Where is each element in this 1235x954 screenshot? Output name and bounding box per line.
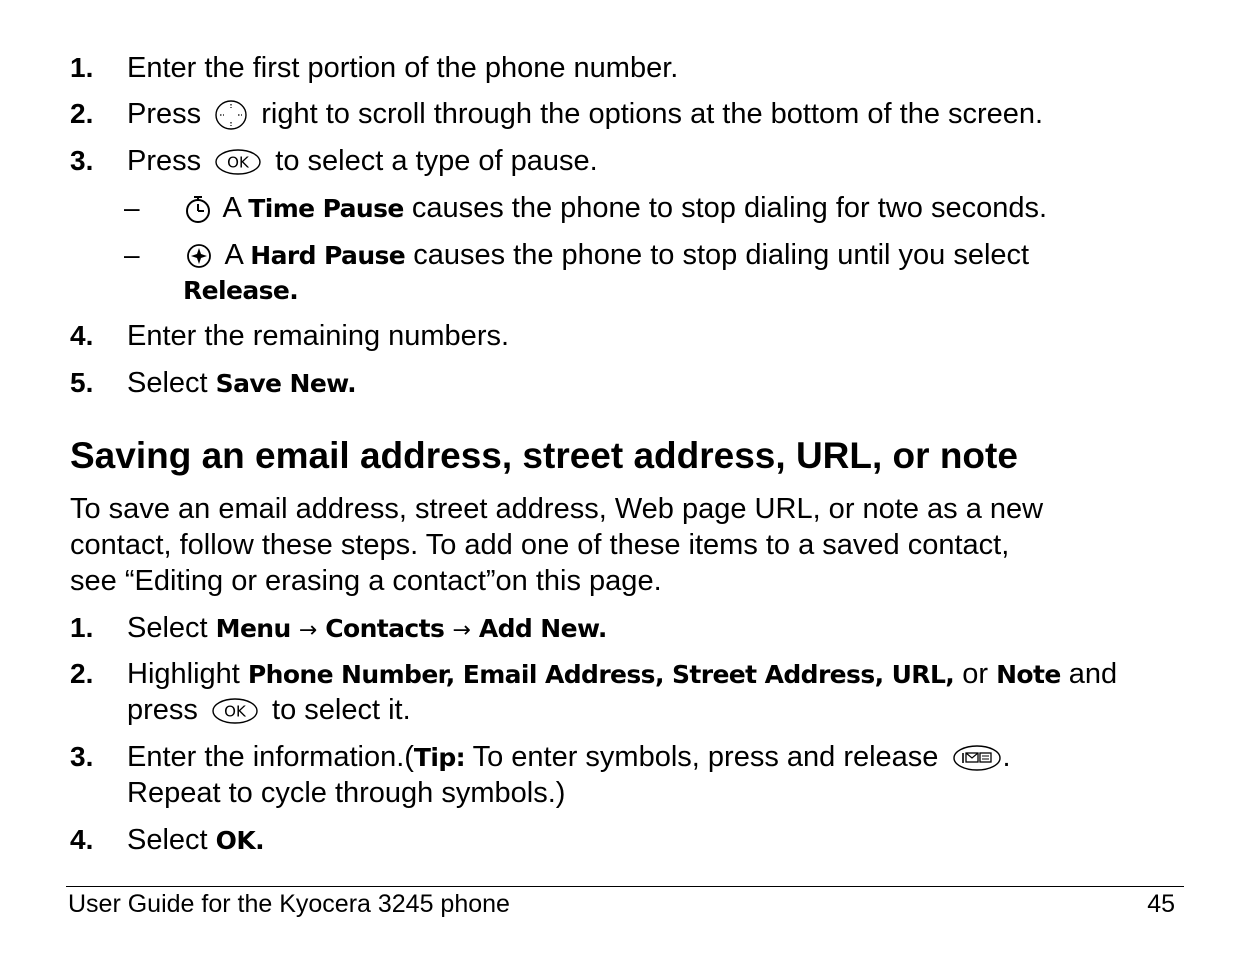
- step-text-pre: Enter the information.(: [127, 741, 414, 773]
- step-number: 1.: [70, 612, 94, 643]
- step-text-post: to select it.: [272, 694, 411, 726]
- step-number: 2.: [70, 98, 94, 129]
- step-text-post: right to scroll through the options at the bottom of the screen.: [261, 98, 1044, 130]
- arrow-icon: →: [452, 618, 471, 643]
- step-text-post: To enter symbols, press and release: [472, 741, 939, 773]
- option-article: A: [224, 239, 243, 271]
- option-ui-term: Time Pause: [248, 194, 404, 223]
- step-ui-term: Phone Number, Email Address, Street Address, URL,: [247, 660, 955, 689]
- step-text-pre: Press: [127, 145, 202, 177]
- footer-divider: [66, 886, 1184, 887]
- option-dash: –: [124, 239, 140, 270]
- pause-option: [184, 237, 1029, 274]
- pause-option-continuation: [183, 272, 298, 309]
- step-number: 4.: [70, 320, 94, 351]
- option-ui-term: Hard Pause: [250, 241, 406, 270]
- step-text-pre: Highlight: [127, 658, 240, 690]
- step-text: [127, 610, 607, 649]
- intro-line: To save an email address, street address, Web page URL, or note as a new: [70, 493, 1044, 525]
- step-text: [127, 656, 1117, 693]
- timer-icon: [182, 193, 214, 225]
- menu-path-item: Add New.: [478, 614, 607, 643]
- intro-line: see “Editing or erasing a contact”on this page.: [70, 565, 662, 597]
- section-heading: Saving an email address, street address, URL, or note: [70, 435, 1018, 476]
- step-number: 1.: [70, 52, 94, 83]
- navigation-key-icon: [213, 98, 249, 132]
- step-text: Enter the first portion of the phone number.: [127, 52, 679, 84]
- option-text: causes the phone to stop dialing for two seconds.: [411, 192, 1048, 224]
- svg-text:OK: OK: [227, 153, 250, 172]
- ok-key-icon: [210, 696, 260, 726]
- step-text-continuation: [127, 692, 411, 728]
- hard-pause-icon: [184, 241, 214, 271]
- step-number: 3.: [70, 145, 94, 176]
- svg-text:OK: OK: [224, 702, 246, 721]
- step-text-pre: Select: [127, 824, 208, 856]
- step-number: 3.: [70, 741, 94, 772]
- step-text: [127, 739, 1011, 776]
- step-ui-term: Save New.: [215, 369, 356, 398]
- step-text: [127, 822, 264, 859]
- step-ui-term: OK.: [215, 826, 264, 855]
- message-key-icon: [951, 743, 1003, 773]
- tip-label: Tip:: [413, 743, 466, 772]
- step-number: 2.: [70, 658, 94, 689]
- step-text-post: to select a type of pause.: [275, 145, 598, 177]
- option-dash: –: [124, 192, 140, 223]
- menu-path-item: Menu: [215, 614, 291, 643]
- step-text-pre: Select: [127, 367, 208, 399]
- step-text-pre: Select: [127, 612, 208, 644]
- step-text-and: and: [1068, 658, 1118, 690]
- step-text-or: or: [962, 658, 989, 690]
- step-text: [127, 365, 356, 402]
- page-number: 45: [1147, 890, 1175, 918]
- option-text: causes the phone to stop dialing until you select: [413, 239, 1030, 271]
- step-text-continuation: Repeat to cycle through symbols.): [127, 777, 566, 809]
- step-number: 4.: [70, 824, 94, 855]
- step-number: 5.: [70, 367, 94, 398]
- pause-option: [182, 190, 1047, 227]
- step-text-pre: Press: [127, 98, 202, 130]
- option-ui-term: Release.: [183, 276, 299, 305]
- step-text: Enter the remaining numbers.: [127, 320, 510, 352]
- step-text-end: .: [1002, 741, 1011, 773]
- intro-line: contact, follow these steps. To add one of these items to a saved contact,: [70, 529, 1010, 561]
- step-ui-term: Note: [996, 660, 1061, 689]
- footer-title: User Guide for the Kyocera 3245 phone: [68, 890, 510, 918]
- step-text: [127, 143, 598, 179]
- step-text-pre: press: [127, 694, 198, 726]
- menu-path-item: Contacts: [325, 614, 445, 643]
- step-text: [127, 96, 1043, 132]
- arrow-icon: →: [298, 618, 318, 643]
- ok-key-icon: [213, 147, 263, 177]
- option-article: A: [222, 192, 241, 224]
